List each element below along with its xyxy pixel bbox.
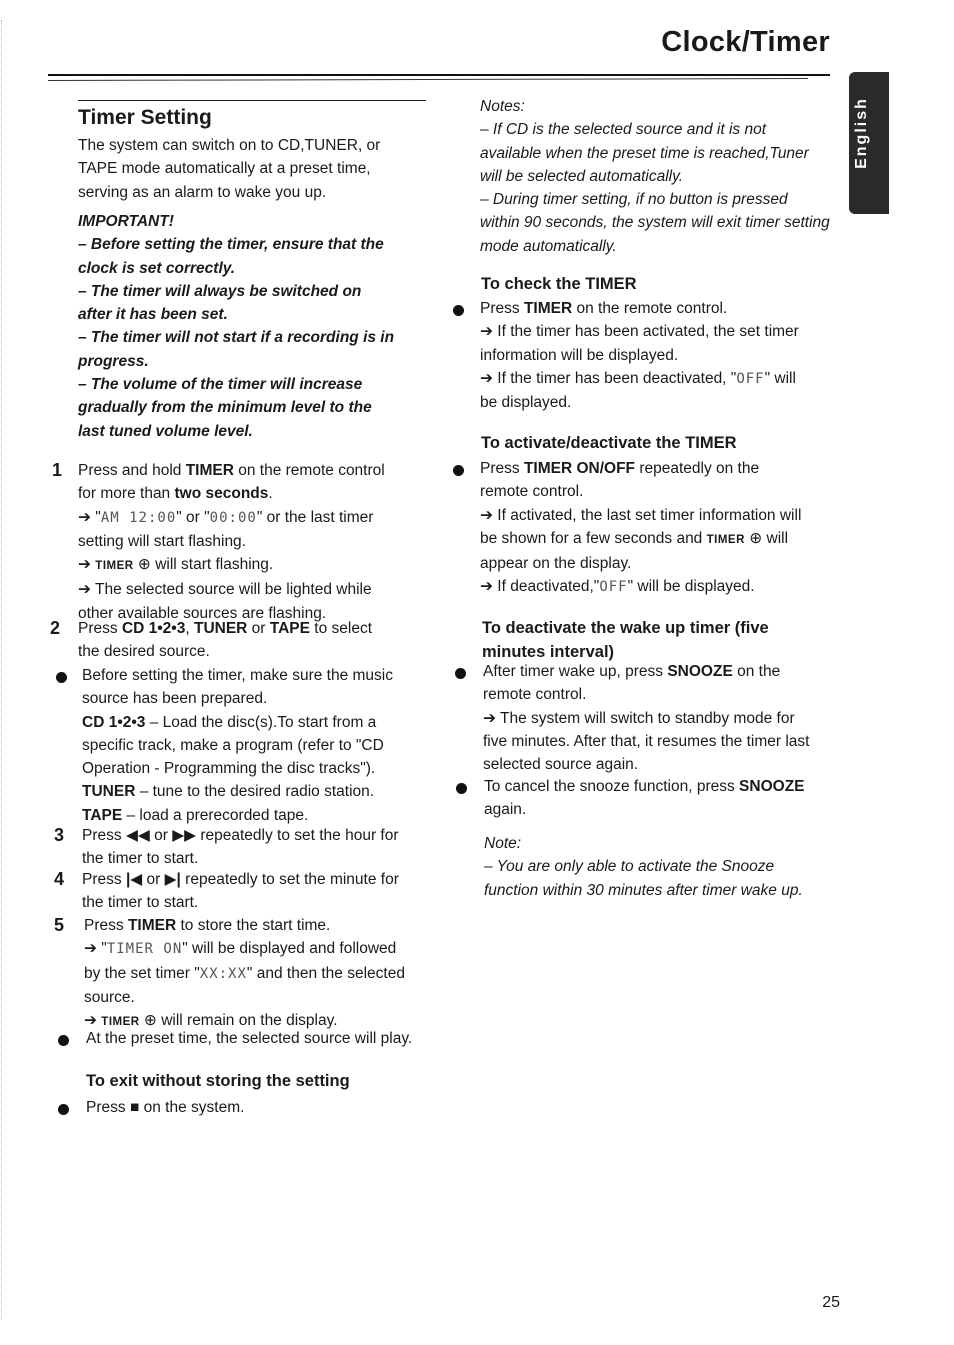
step-2-text: Press CD 1•2•3, TUNER or TAPE to select the desired source. — [78, 620, 373, 661]
arrow-icon: ➔ — [480, 369, 498, 387]
rewind-icon: ◀◀ — [125, 827, 150, 844]
scan-edge — [1, 20, 2, 1320]
step-number: 3 — [54, 825, 65, 845]
arrow-icon: ➔ — [483, 709, 501, 727]
bullet-icon — [453, 305, 464, 316]
arrow-icon: ➔ — [78, 556, 96, 574]
step-number: 2 — [50, 618, 61, 638]
fast-forward-icon: ▶▶ — [172, 827, 197, 844]
important-block: IMPORTANT! – Before setting the timer, ensure that the clock is set correctly. – The timer will always be switched on after it has been set. – The timer will not start if a recording is in progress. – The volume of the timer will increase gradually from the minimum level to the last tuned volume level. — [78, 210, 430, 443]
language-tab-label: English — [853, 97, 870, 169]
stop-icon: ■ — [129, 1099, 140, 1116]
page-number: 25 — [822, 1294, 840, 1311]
activate-timer-text: Press TIMER ON/OFF repeatedly on the remote control. ➔ If activated, the last set timer information will be shown for a few seconds and TIMER ⊕ will appear on the display. ➔ If deactivated,"OFF" will be displayed. — [480, 460, 802, 596]
prep-text: Before setting the timer, make sure the music source has been prepared. CD 1•2•3 – Load the disc(s).To start from a specific track, make a program (refer to "CD Operation - Programming the disc tracks"). TUNER – tune to the desired radio station. TAPE – load a prerecorded tape. — [82, 667, 393, 824]
arrow-icon: ➔ — [84, 1012, 102, 1030]
step-5-text: Press TIMER to store the start time. ➔ "TIMER ON" will be displayed and followed by the set timer "XX:XX" and then the selected source. ➔ TIMER ⊕ will remain on the display. — [84, 917, 405, 1030]
notes-block: Notes: – If CD is the selected source and it is not available when the preset time is reached,Tuner will be selected automatically. – During timer setting, if no button is pressed within 90 seconds, the system will exit timer setting mode automatically. — [480, 95, 840, 258]
step-number: 4 — [54, 869, 65, 889]
wake-up-text: After timer wake up, press SNOOZE on the remote control. ➔ The system will switch to standby mode for five minutes. After that, it resumes the timer last selected source again. — [483, 663, 810, 774]
step-3-text: Press ◀◀ or ▶▶ repeatedly to set the hour for the timer to start. — [82, 827, 399, 868]
exit-heading: To exit without storing the setting — [86, 1072, 350, 1090]
activate-timer-heading: To activate/deactivate the TIMER — [481, 434, 737, 452]
clock-icon: ⊕ — [143, 1012, 157, 1030]
intro-text: The system can switch on to CD,TUNER, or TAPE mode automatically at a preset time, serving as an alarm to wake you up. — [78, 137, 381, 201]
snooze-cancel-text: To cancel the snooze function, press SNOOZE again. — [484, 778, 805, 819]
step-number: 5 — [54, 915, 65, 935]
wake-up-heading: To deactivate the wake up timer (five minutes interval) — [482, 619, 769, 661]
notes-label: Notes: — [480, 98, 525, 115]
next-icon: ▶| — [164, 871, 181, 888]
arrow-icon: ➔ — [78, 508, 96, 526]
bullet-icon — [58, 1035, 69, 1046]
bullet-icon — [455, 668, 466, 679]
language-tab — [849, 72, 889, 214]
step-1-text: Press and hold TIMER on the remote control for more than two seconds. ➔ "AM 12:00" or "00:00" or the last timer setting will start flashing. ➔ TIMER ⊕ will start flashing. ➔ The selected source will be lighted while other available sources are flashing. — [78, 462, 385, 622]
arrow-icon: ➔ — [480, 506, 498, 524]
arrow-icon: ➔ — [84, 940, 102, 958]
bullet-icon — [56, 672, 67, 683]
arrow-icon: ➔ — [78, 581, 96, 599]
section-title: Timer Setting — [78, 106, 212, 129]
exit-text: Press ■ on the system. — [86, 1099, 245, 1116]
play-text: At the preset time, the selected source will play. — [86, 1030, 413, 1047]
important-label: IMPORTANT! — [78, 213, 174, 230]
section-rule — [78, 100, 426, 101]
bullet-icon — [58, 1104, 69, 1115]
check-timer-heading: To check the TIMER — [481, 275, 637, 293]
check-timer-text: Press TIMER on the remote control. ➔ If the timer has been activated, the set timer information will be displayed. ➔ If the timer has been deactivated, "OFF" will be displayed. — [480, 300, 799, 412]
bullet-icon — [456, 783, 467, 794]
clock-icon: ⊕ — [749, 529, 763, 547]
clock-icon: ⊕ — [137, 556, 151, 574]
arrow-icon: ➔ — [480, 578, 498, 596]
header-rule-secondary — [48, 78, 808, 81]
step-4-text: Press |◀ or ▶| repeatedly to set the minute for the timer to start. — [82, 871, 399, 912]
step-number: 1 — [52, 460, 63, 480]
note-block: Note: – You are only able to activate the Snooze function within 30 minutes after timer wake up. — [484, 832, 840, 902]
arrow-icon: ➔ — [480, 323, 498, 341]
previous-icon: |◀ — [125, 871, 143, 888]
bullet-icon — [453, 465, 464, 476]
page-title: Clock/Timer — [661, 26, 830, 58]
header-rule — [48, 74, 830, 76]
note-label: Note: — [484, 835, 522, 852]
